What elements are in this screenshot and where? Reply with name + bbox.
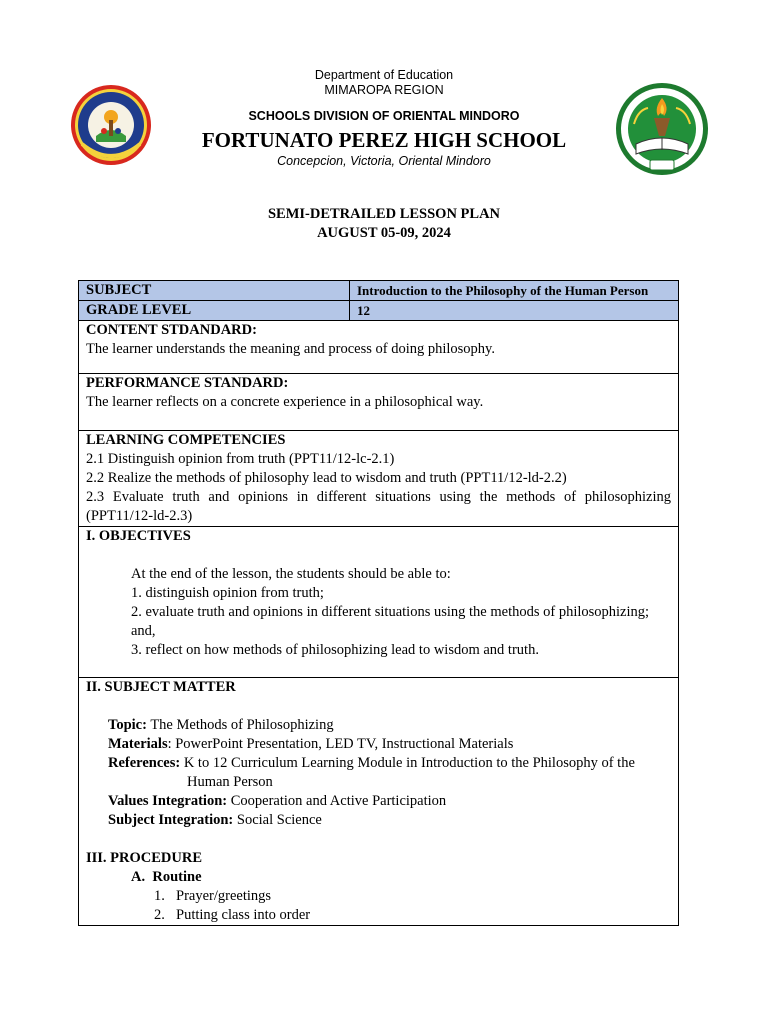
- references-label: References:: [108, 755, 181, 771]
- subject-integration-line: [108, 811, 671, 830]
- materials-line: [108, 735, 671, 754]
- content-standard-label: CONTENT STDANDARD:: [86, 322, 257, 338]
- school-address: Concepcion, Victoria, Oriental Mindoro: [277, 154, 491, 168]
- references-continuation: Human Person: [187, 774, 273, 790]
- competency-item: 2.3 Evaluate truth and opinions in different situations using the methods of philosophizing (PPT11/12-ld-2.3): [86, 489, 671, 524]
- procedure-item-num: 2.: [154, 907, 165, 923]
- section-a-letter: A.: [131, 869, 146, 885]
- lesson-plan-table: [78, 280, 679, 926]
- values-value: Cooperation and Active Participation: [227, 793, 447, 809]
- procedure-item: [86, 906, 671, 925]
- objective-item: 2. evaluate truth and opinions in different situations using the methods of philosophizing; and,: [131, 604, 650, 639]
- materials-label: Materials: [108, 736, 168, 752]
- document-title: SEMI-DETRAILED LESSON PLAN: [267, 206, 501, 222]
- subject-integration-label: Subject Integration:: [108, 812, 234, 828]
- objectives-intro: At the end of the lesson, the students should be able to:: [131, 566, 451, 582]
- subject-row: [79, 281, 679, 301]
- grade-value: 12: [350, 301, 679, 321]
- competencies-row: [79, 431, 679, 527]
- references-value: K to 12 Curriculum Learning Module in Introduction to the Philosophy of the: [180, 755, 635, 771]
- topic-label: Topic:: [108, 717, 147, 733]
- school-name: FORTUNATO PEREZ HIGH SCHOOL: [201, 128, 567, 152]
- objectives-row: [79, 527, 679, 678]
- competencies-label: LEARNING COMPETENCIES: [86, 432, 286, 448]
- procedure-section-a: [86, 868, 671, 887]
- grade-row: [79, 301, 679, 321]
- topic-line: [108, 716, 671, 735]
- subject-matter-row: [79, 678, 679, 926]
- values-line: [108, 792, 671, 811]
- procedure-item-text: Prayer/greetings: [176, 888, 272, 904]
- references-line: [108, 754, 671, 773]
- region-name: MIMAROPA REGION: [324, 83, 444, 97]
- competency-item: 2.2 Realize the methods of philosophy lead to wisdom and truth (PPT11/12-ld-2.2): [86, 470, 567, 486]
- procedure-label: III. PROCEDURE: [86, 850, 203, 866]
- subject-integration-value: Social Science: [233, 812, 322, 828]
- subject-label: SUBJECT: [79, 281, 350, 301]
- procedure-item-num: 1.: [154, 888, 165, 904]
- objective-item: 1. distinguish opinion from truth;: [131, 585, 324, 601]
- objective-item: 3. reflect on how methods of philosophizing lead to wisdom and truth.: [131, 642, 539, 658]
- subject-matter-label: II. SUBJECT MATTER: [86, 679, 236, 695]
- division-name: SCHOOLS DIVISION OF ORIENTAL MINDORO: [248, 109, 520, 123]
- content-standard-text: The learner understands the meaning and process of doing philosophy.: [86, 341, 495, 357]
- objectives-label: I. OBJECTIVES: [86, 528, 191, 544]
- topic-value: The Methods of Philosophizing: [146, 717, 334, 733]
- subject-value: Introduction to the Philosophy of the Human Person: [350, 281, 679, 301]
- performance-standard-label: PERFORMANCE STANDARD:: [86, 375, 289, 391]
- performance-standard-row: [79, 374, 679, 431]
- section-a-title: Routine: [152, 869, 202, 885]
- procedure-item: [86, 887, 671, 906]
- materials-value: : PowerPoint Presentation, LED TV, Instructional Materials: [167, 736, 514, 752]
- content-standard-row: [79, 321, 679, 374]
- document-date: AUGUST 05-09, 2024: [317, 225, 451, 241]
- procedure-item-text: Putting class into order: [176, 907, 311, 923]
- values-label: Values Integration:: [108, 793, 228, 809]
- competency-item: 2.1 Distinguish opinion from truth (PPT11/12-lc-2.1): [86, 451, 395, 467]
- performance-standard-text: The learner reflects on a concrete experience in a philosophical way.: [86, 394, 484, 410]
- grade-label: GRADE LEVEL: [79, 301, 350, 321]
- department-name: Department of Education: [314, 68, 454, 82]
